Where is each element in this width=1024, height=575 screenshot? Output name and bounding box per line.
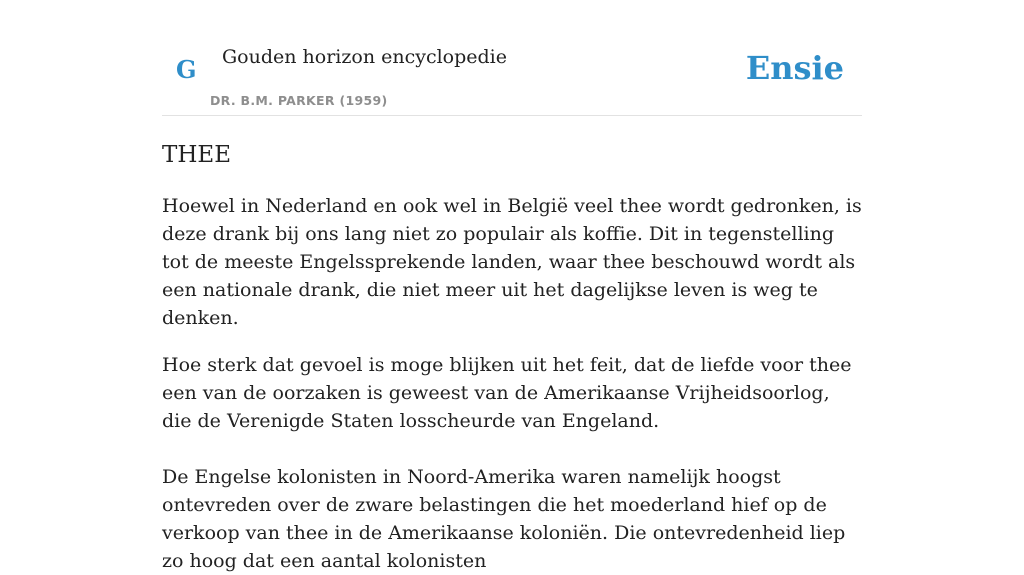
ensie-brand-link[interactable]: Ensie	[745, 49, 844, 87]
article-paragraph-1: Hoewel in Nederland en ook wel in België veel thee wordt gedronken, is deze drank bij ons lang niet zo populair als koffie. Dit in tegenstelling tot de meeste Engelssprekende landen, waar thee beschouwd wordt als een nationale drank, die niet meer uit het dagelijkse leven is weg te denken.	[162, 195, 862, 329]
book-logo[interactable]: G	[176, 55, 197, 84]
book-title-link[interactable]: Gouden horizon encyclopedie	[222, 46, 507, 68]
article-paragraph-3: De Engelse kolonisten in Noord-Amerika waren namelijk hoogst ontevreden over de zware belastingen die het moederland hief op de verkoop van thee in de Amerikaanse koloniën. Die ontevredenheid liep zo hoog dat een aantal kolonisten	[162, 466, 846, 572]
book-header	[162, 0, 862, 116]
article-paragraph-2: Hoe sterk dat gevoel is moge blijken uit het feit, dat de liefde voor thee een van de oorzaken is geweest van de Amerikaanse Vrijheidsoorlog, die de Verenigde Staten losscheurde van Engeland.	[162, 354, 852, 432]
book-author: DR. B.M. PARKER (1959)	[210, 93, 388, 108]
entry-title: THEE	[162, 142, 231, 168]
page-content	[162, 0, 862, 575]
